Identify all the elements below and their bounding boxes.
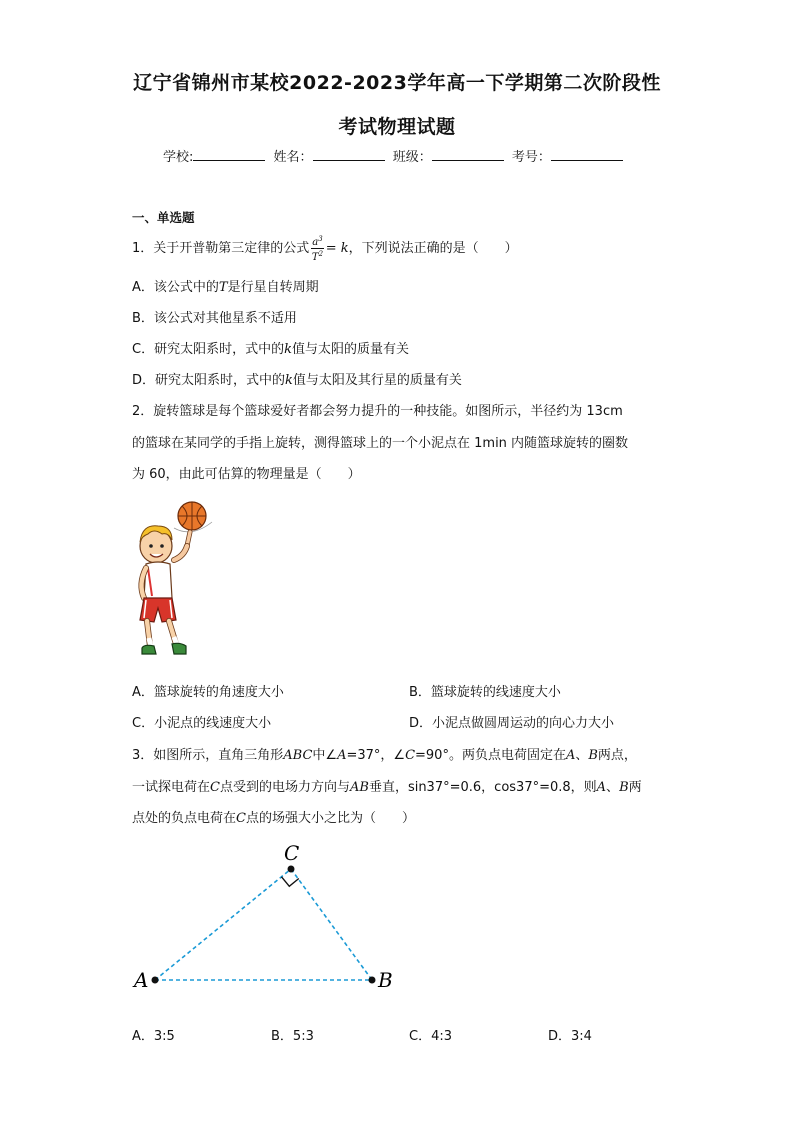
q1-formula-rhs: = k — [325, 241, 349, 256]
school-blank — [193, 149, 265, 161]
page-title-line2: 考试物理试题 — [338, 116, 456, 138]
point-a — [152, 977, 159, 984]
number-label: 考号： — [511, 150, 551, 165]
q2-option-b[interactable]: B．篮球旋转的线速度大小 — [409, 685, 561, 700]
q2-stem-line3: 为 60，由此可估算的物理量是（ ） — [132, 467, 361, 482]
class-blank — [432, 149, 504, 161]
q1-formula-numerator: $a^3$ — [312, 235, 323, 248]
q1-stem-after: ，下列说法正确的是（ ） — [348, 241, 518, 256]
q2-stem-line2: 的篮球在某同学的手指上旋转，测得篮球上的一个小泥点在 1min 内随篮球旋转的圈数 — [132, 436, 629, 451]
q1-option-b[interactable]: B．该公式对其他星系不适用 — [132, 311, 297, 326]
q1-formula-fraction — [311, 234, 323, 263]
point-b — [369, 977, 376, 984]
label-c: C — [284, 841, 300, 865]
q3-stem-line2: 一试探电荷在C点受到的电场力方向与AB垂直，sin37°=0.6，cos37°=0.8，则A、B两 — [132, 780, 642, 795]
student-info-line — [163, 146, 627, 165]
name-label: 姓名： — [273, 150, 313, 165]
q3-stem-line3: 点处的负点电荷在C点的场强大小之比为（ ） — [132, 811, 415, 826]
q3-option-a[interactable]: A．3:5 — [132, 1029, 175, 1044]
q2-stem-line1: 2．旋转篮球是每个篮球爱好者都会努力提升的一种技能。如图所示，半径约为 13cm — [132, 404, 623, 419]
q1-option-d[interactable]: D．研究太阳系时，式中的k值与太阳及其行星的质量有关 — [132, 373, 462, 388]
label-b: B — [378, 968, 393, 992]
q1-stem — [132, 234, 518, 263]
name-blank — [313, 149, 385, 161]
q3-stem-line1: 3．如图所示，直角三角形ABC中∠A=37°，∠C=90°。两负点电荷固定在A、B两点， — [132, 748, 637, 763]
boy-spinning-basketball-illustration — [132, 498, 227, 663]
basketball-icon — [174, 502, 212, 532]
q2-option-a[interactable]: A．篮球旋转的角速度大小 — [132, 685, 284, 700]
label-a: A — [134, 968, 149, 992]
q1-stem-before: 1．关于开普勒第三定律的公式 — [132, 241, 310, 256]
q1-option-c[interactable]: C．研究太阳系时，式中的k值与太阳的质量有关 — [132, 342, 409, 357]
section-heading: 一、单选题 — [132, 210, 195, 225]
q1-option-a[interactable]: A．该公式中的T是行星自转周期 — [132, 280, 319, 295]
school-label: 学校: — [163, 150, 194, 165]
q3-option-b[interactable]: B．5:3 — [271, 1029, 314, 1044]
q3-option-d[interactable]: D．3:4 — [548, 1029, 592, 1044]
side-ac — [155, 869, 291, 980]
q1-formula-denominator: $T^2$ — [311, 250, 324, 263]
q2-option-d[interactable]: D．小泥点做圆周运动的向心力大小 — [409, 716, 615, 731]
side-bc — [291, 869, 372, 980]
class-label: 班级： — [392, 150, 432, 165]
right-angle-mark — [282, 877, 299, 887]
q2-option-c[interactable]: C．小泥点的线速度大小 — [132, 716, 272, 731]
boy-head — [140, 526, 172, 563]
page-title-line1: 辽宁省锦州市某校2022-2023学年高一下学期第二次阶段性 — [133, 72, 661, 94]
right-triangle-abc-figure — [128, 838, 408, 998]
point-c — [288, 866, 295, 873]
number-blank — [551, 149, 623, 161]
q3-option-c[interactable]: C．4:3 — [409, 1029, 452, 1044]
